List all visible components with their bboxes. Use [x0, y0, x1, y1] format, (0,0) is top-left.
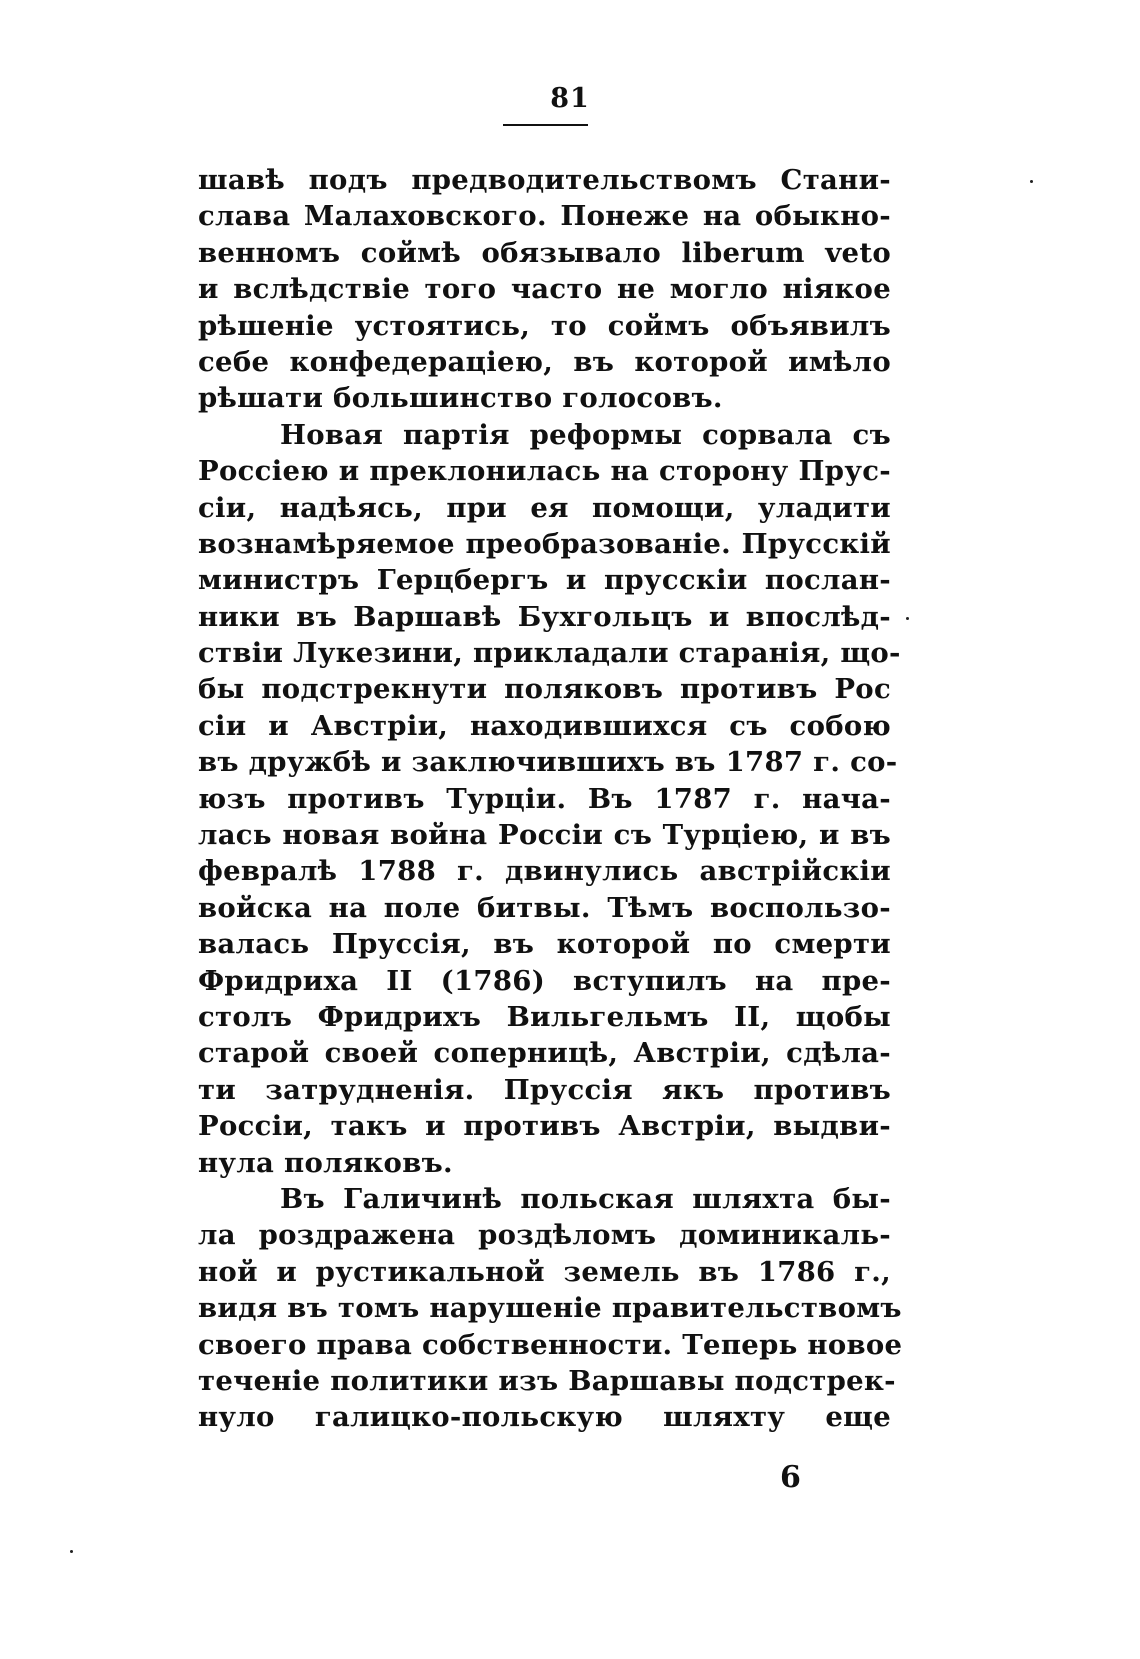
text-line: февралѣ 1788 г. двинулись австрійскіи: [198, 855, 891, 888]
paragraph-start-line: Въ Галичинѣ польская шляхта бы-: [280, 1182, 891, 1215]
text-line: вознамѣряемое преобразованіе. Прусскій: [198, 527, 891, 560]
text-line: въ дружбѣ и заключившихъ въ 1787 г. со-: [198, 746, 898, 779]
text-line: нула поляковъ.: [198, 1146, 453, 1179]
text-line: своего права собственности. Теперь новое: [198, 1328, 903, 1361]
text-line: нуло галицко-польскую шляхту еще: [198, 1401, 891, 1434]
body-text: [198, 162, 903, 1436]
text-line: бы подстрекнути поляковъ противъ Рос: [198, 673, 891, 706]
text-line: ники въ Варшавѣ Бухгольцъ и впослѣд-: [198, 600, 891, 633]
text-line: венномъ соймѣ обязывало liberum veto: [198, 236, 891, 269]
text-line: сіи и Австріи, находившихся съ собою: [198, 709, 891, 742]
page-number-rule: [503, 124, 588, 126]
signature-mark: 6: [780, 1460, 801, 1495]
text-line: Фридриха II (1786) вступилъ на пре-: [198, 964, 891, 997]
text-line: шавѣ подъ предводительствомъ Стани-: [198, 164, 891, 196]
page-number-wrap: [0, 82, 1140, 116]
text-line: Россіею и преклонилась на сторону Прус-: [198, 455, 891, 488]
text-line: валась Пруссія, въ которой по смерти: [198, 928, 891, 961]
scan-speck: [906, 617, 909, 620]
text-line: войска на поле битвы. Тѣмъ воспользо-: [198, 891, 891, 924]
text-line: столъ Фридрихъ Вильгельмъ II, щобы: [198, 1000, 891, 1033]
text-line: ла роздражена роздѣломъ доминикаль-: [198, 1219, 891, 1252]
text-line: ти затрудненія. Пруссія якъ противъ: [198, 1073, 891, 1106]
text-line: и вслѣдствіе того часто не могло ніякое: [198, 273, 891, 306]
text-line: юзъ противъ Турціи. Въ 1787 г. нача-: [198, 782, 891, 815]
text-line: рѣшати большинство голосовъ.: [198, 382, 723, 415]
text-line: Россіи, такъ и противъ Австріи, выдви-: [198, 1110, 891, 1143]
text-line: ной и рустикальной земель въ 1786 г.,: [198, 1255, 891, 1288]
text-line: лась новая война Россіи съ Турціею, и въ: [198, 819, 891, 852]
text-line: теченіе политики изъ Варшавы подстрек-: [198, 1364, 896, 1397]
scan-speck: [1030, 180, 1033, 183]
text-line: слава Малаховского. Понеже на обыкно-: [198, 200, 891, 233]
text-line: министръ Герцбергъ и прусскіи послан-: [198, 564, 891, 597]
text-line: себе конфедераціею, въ которой имѣло: [198, 345, 891, 378]
paragraph-start-line: Новая партія реформы сорвала съ: [280, 418, 891, 451]
page-number: 81: [550, 83, 590, 114]
text-line: рѣшеніе устоятись, то соймъ объявилъ: [198, 309, 891, 342]
text-line: старой своей соперницѣ, Австріи, сдѣла-: [198, 1037, 891, 1070]
text-line: видя въ томъ нарушеніе правительствомъ: [198, 1292, 902, 1325]
scan-speck: [70, 1550, 73, 1553]
text-line: ствіи Лукезини, прикладали старанія, що-: [198, 637, 901, 670]
text-line: сіи, надѣясь, при ея помощи, уладити: [198, 491, 891, 524]
